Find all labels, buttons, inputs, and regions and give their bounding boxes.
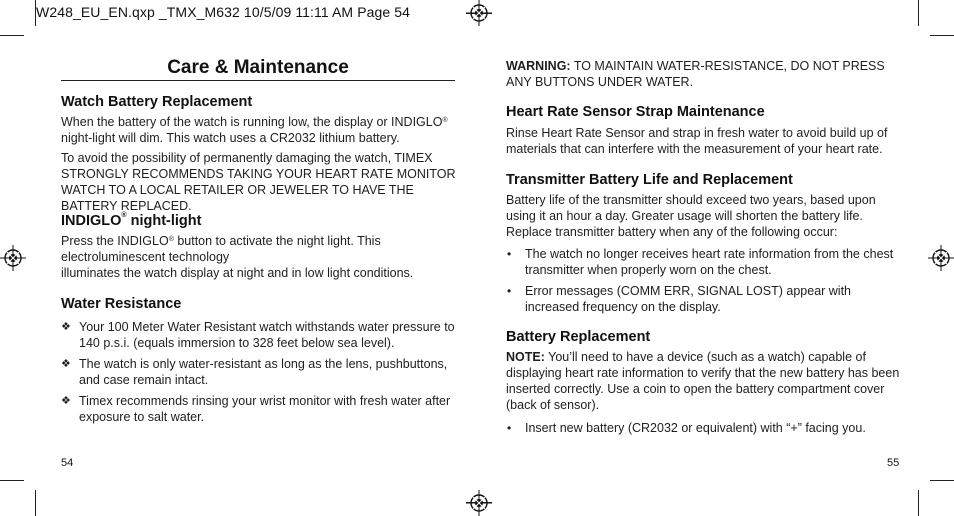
list-item-text: The watch is only water-resistant as long as the lens, pushbuttons, and case remain intact. [79, 357, 448, 387]
section-heading-battery-replacement: Battery Replacement [506, 329, 651, 345]
registration-mark-icon [928, 245, 954, 271]
list-item-text: Insert new battery (CR2032 or equivalent) with “+” facing you. [525, 421, 866, 435]
list-item-text: The watch no longer receives heart rate information from the chest transmitter when properly worn on the chest. [525, 247, 894, 277]
registered-mark: ® [168, 236, 174, 243]
crop-mark [35, 490, 36, 516]
diamond-bullet-icon: ❖ [61, 321, 71, 333]
diamond-bullet-icon: ❖ [61, 395, 71, 407]
crop-mark [0, 35, 24, 36]
list-item [61, 319, 457, 351]
text-fragment: When the battery of the watch is running low, the display or INDIGLO [61, 115, 443, 129]
dot-bullet-icon: • [507, 421, 512, 435]
registered-mark: ® [121, 212, 127, 219]
list-item [507, 420, 900, 436]
list-item-text: Your 100 Meter Water Resistant watch withstands water pressure to 140 p.s.i. (equals immersion to 328 feet below sea level). [79, 320, 455, 350]
paragraph-battery-low [61, 114, 455, 146]
registered-mark: ® [442, 117, 448, 124]
page-title: Care & Maintenance [167, 57, 349, 78]
paragraph-transmitter: Battery life of the transmitter should exceed two years, based upon using it an hour a day. Greater usage will shorten the battery life. Replace transmitter battery when any of the following occur: [506, 193, 876, 239]
registration-mark-icon [0, 245, 26, 271]
list-item-text: Timex recommends rinsing your wrist monitor with fresh water after exposure to salt water. [79, 394, 451, 424]
page-number-left: 54 [61, 457, 74, 469]
text-fragment: night-light will dim. This watch uses a CR2032 lithium battery. [61, 131, 400, 145]
paragraph-indiglo [61, 233, 455, 281]
print-slug: W248_EU_EN.qxp _TMX_M632 10/5/09 11:11 AM Page 54 [36, 4, 411, 20]
crop-mark [930, 480, 954, 481]
crop-mark [35, 0, 36, 26]
text-fragment: INDIGLO [61, 213, 122, 229]
section-heading-watch-battery: Watch Battery Replacement [61, 94, 253, 110]
list-item [507, 246, 900, 278]
section-heading-strap-maintenance: Heart Rate Sensor Strap Maintenance [506, 104, 765, 120]
dot-bullet-icon: • [507, 247, 512, 261]
text-fragment: You’ll need to have a device (such as a watch) capable of displaying heart rate information to verify that the new battery has been inserted correctly. Use a coin to open the battery compartment cover (back of sensor). [506, 350, 900, 412]
text-fragment: button to activate the night light. This [173, 234, 381, 248]
registration-mark-icon [466, 490, 492, 516]
note-label: NOTE: [506, 350, 545, 364]
section-heading-indiglo [61, 213, 201, 229]
list-item [61, 393, 457, 425]
list-item-text: Error messages (COMM ERR, SIGNAL LOST) appear with increased frequency on the display. [525, 284, 852, 314]
crop-mark [918, 0, 919, 26]
paragraph-battery-warning: To avoid the possibility of permanently damaging the watch, TIMEX STRONGLY RECOMMENDS TAKING YOUR HEART RATE MONITOR WATCH TO A LOCAL RETAILER OR JEWELER TO HAVE THE BATTERY REPLACED. [61, 151, 456, 213]
text-fragment: Press the INDIGLO [61, 234, 169, 248]
dot-bullet-icon: • [507, 284, 512, 298]
page-number-right: 55 [887, 457, 900, 469]
registration-mark-icon [466, 0, 492, 26]
paragraph-strap: Rinse Heart Rate Sensor and strap in fresh water to avoid build up of materials that can interfere with the measurement of your heart rate. [506, 126, 888, 156]
text-fragment: illuminates the watch display at night and in low light conditions. [61, 266, 414, 280]
text-fragment: night-light [126, 213, 202, 229]
section-heading-transmitter-battery: Transmitter Battery Life and Replacement [506, 172, 793, 188]
paragraph-warning [506, 58, 901, 90]
list-item [61, 356, 457, 388]
title-rule [61, 80, 455, 81]
paragraph-note [506, 349, 901, 413]
section-heading-water-resistance: Water Resistance [61, 296, 182, 312]
text-fragment: electroluminescent technology [61, 250, 230, 264]
crop-mark [918, 490, 919, 516]
warning-label: WARNING: [506, 59, 571, 73]
text-fragment: TO MAINTAIN WATER-RESISTANCE, DO NOT PRESS ANY BUTTONS UNDER WATER. [506, 59, 885, 89]
list-item [507, 283, 900, 315]
diamond-bullet-icon: ❖ [61, 358, 71, 370]
crop-mark [930, 35, 954, 36]
crop-mark [0, 480, 24, 481]
